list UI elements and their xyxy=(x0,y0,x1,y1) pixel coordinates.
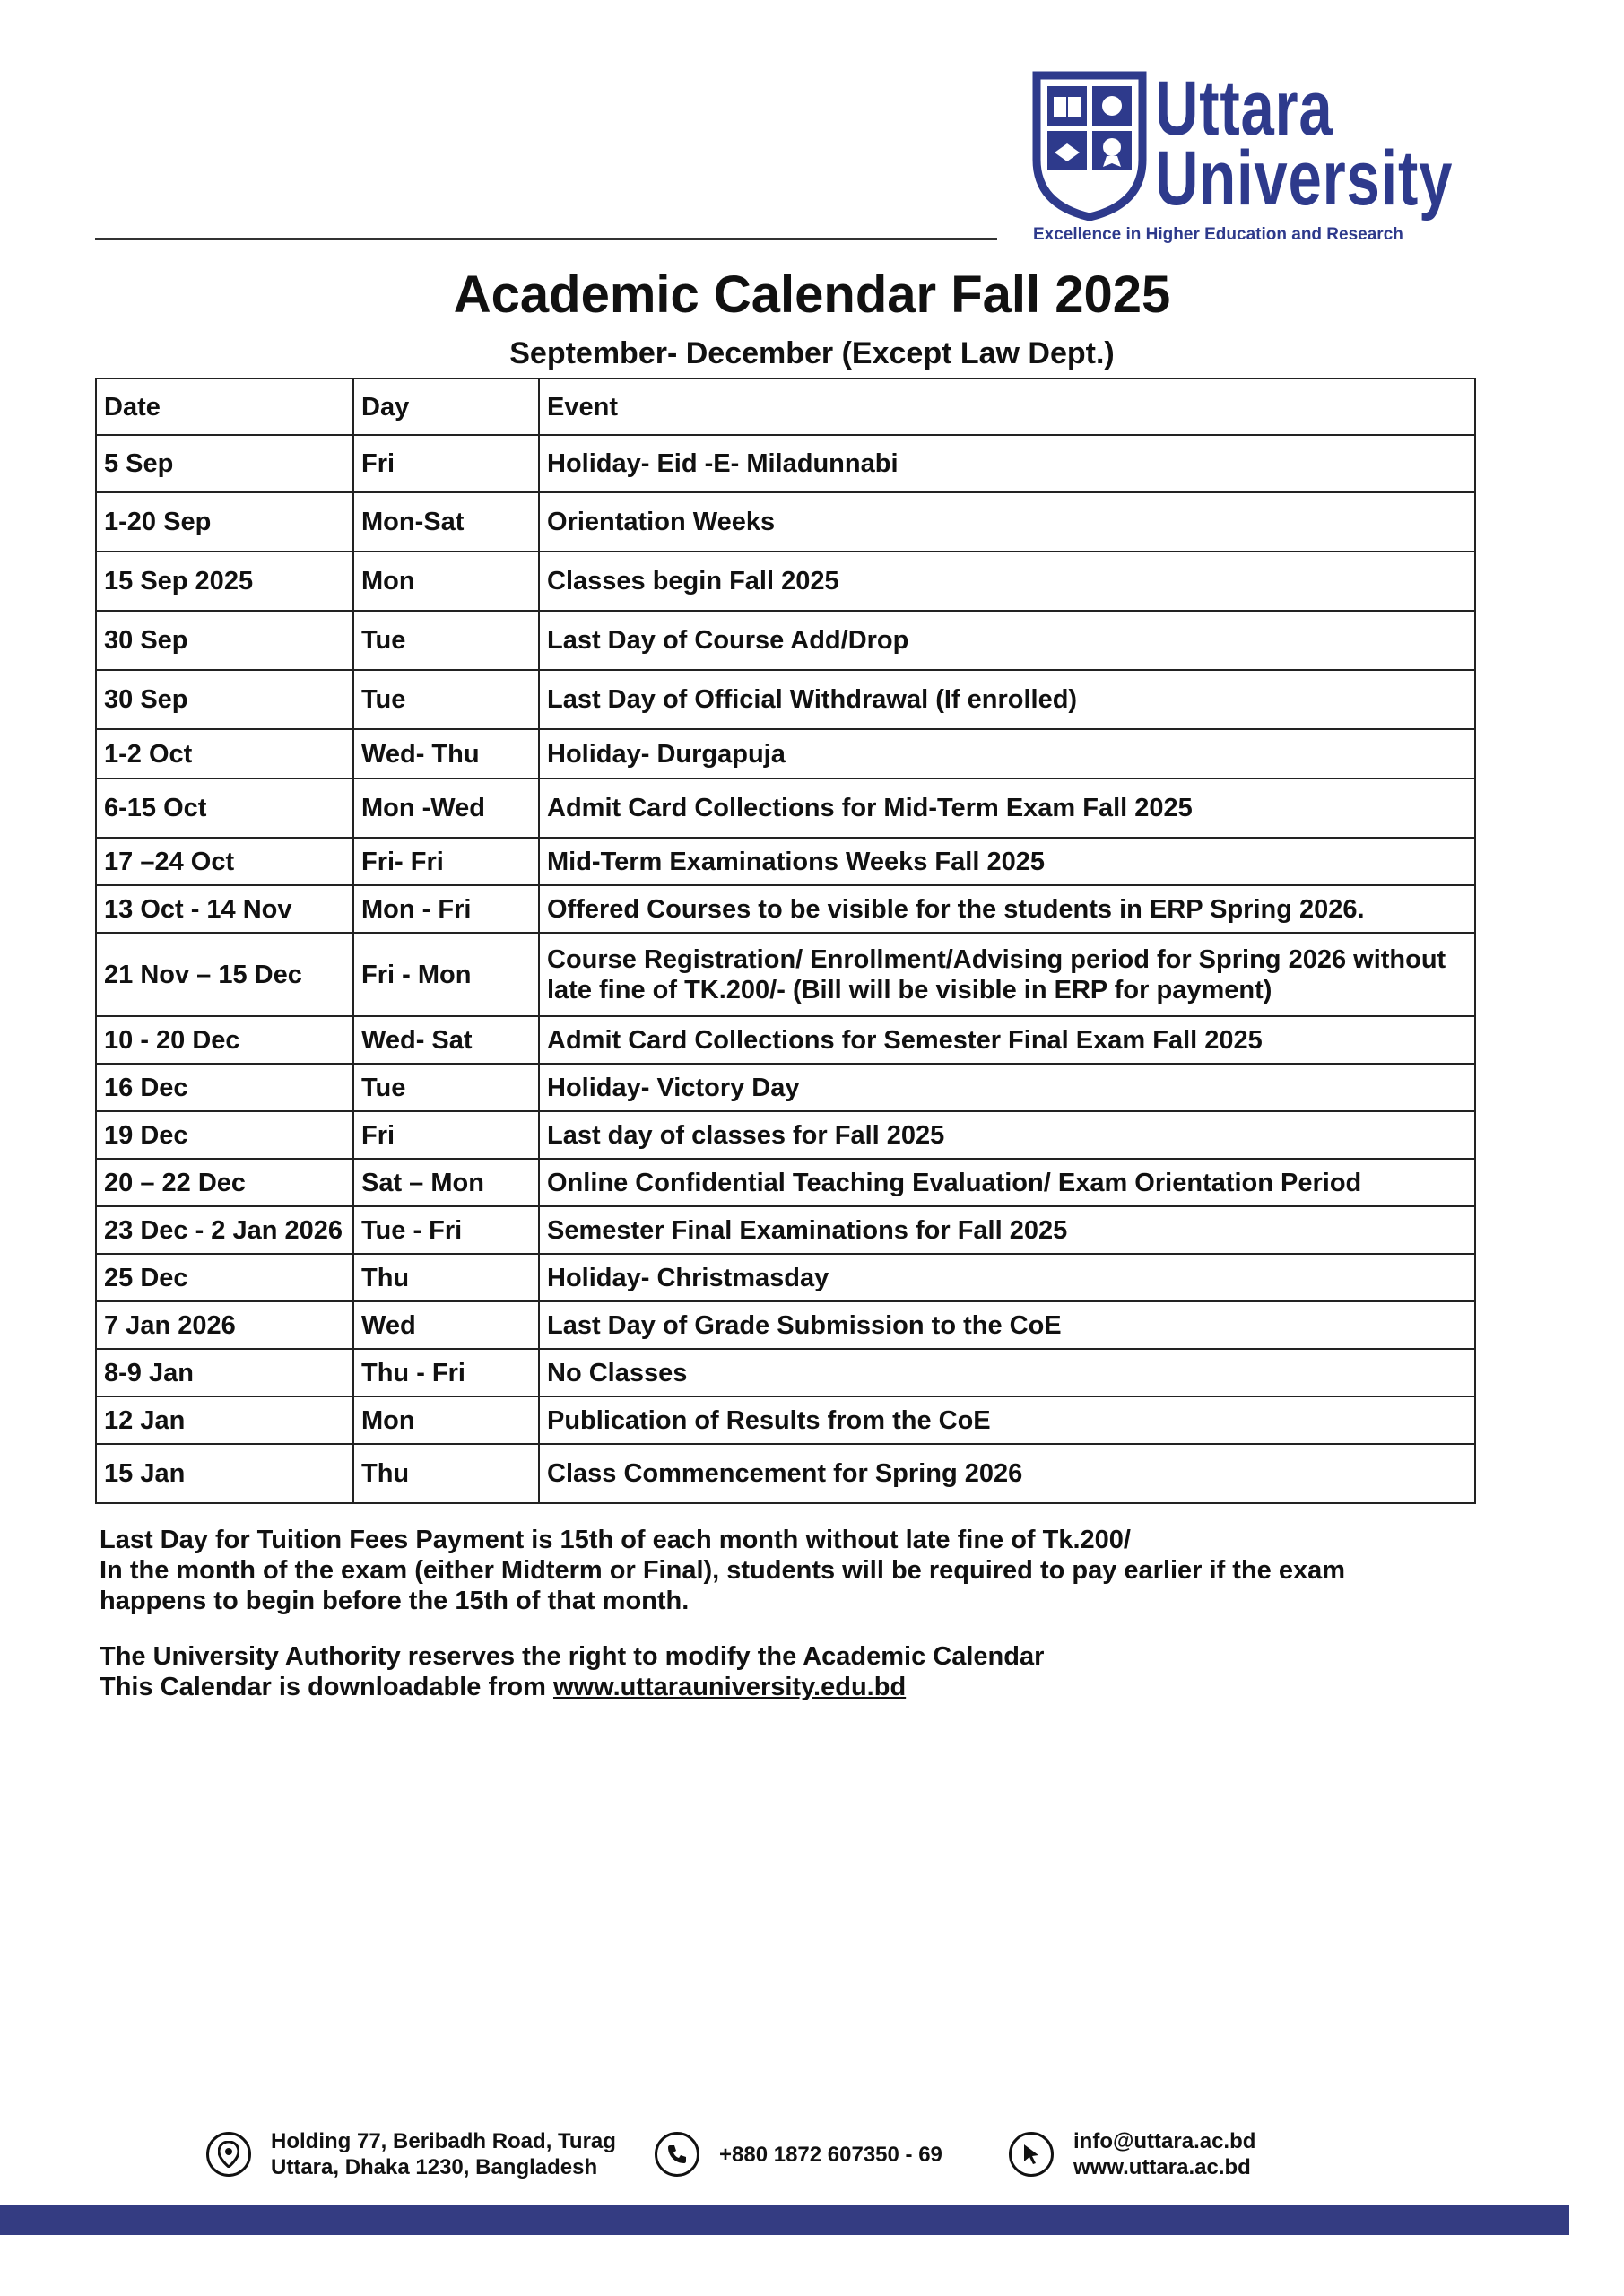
row-day: Fri xyxy=(353,435,539,492)
table-row xyxy=(96,933,1475,1016)
table-row xyxy=(96,1206,1475,1254)
address-line2: Uttara, Dhaka 1230, Bangladesh xyxy=(271,2155,598,2179)
academic-calendar-table xyxy=(95,378,1476,1504)
table-row xyxy=(96,670,1475,729)
contact-email[interactable]: info@uttara.ac.bd xyxy=(1073,2129,1256,2153)
row-event: Classes begin Fall 2025 xyxy=(539,552,1475,611)
university-logo xyxy=(1031,65,1454,249)
row-date: 30 Sep xyxy=(96,611,353,670)
row-date: 20 – 22 Dec xyxy=(96,1159,353,1206)
cursor-click-icon xyxy=(1009,2132,1054,2177)
row-day: Mon-Sat xyxy=(353,492,539,552)
university-website-link[interactable]: www.uttarauniversity.edu.bd xyxy=(552,1673,907,1701)
table-row xyxy=(96,492,1475,552)
column-header-event: Event xyxy=(539,378,1475,435)
table-row xyxy=(96,778,1475,838)
table-row xyxy=(96,435,1475,492)
row-date: 21 Nov – 15 Dec xyxy=(96,933,353,1016)
row-date: 30 Sep xyxy=(96,670,353,729)
phone-number[interactable]: +880 1872 607350 - 69 xyxy=(719,2142,942,2167)
row-date: 1-2 Oct xyxy=(96,729,353,778)
table-row xyxy=(96,1396,1475,1444)
table-row xyxy=(96,1349,1475,1396)
row-date: 23 Dec - 2 Jan 2026 xyxy=(96,1206,353,1254)
address-line1: Holding 77, Beribadh Road, Turag xyxy=(271,2129,616,2153)
download-note-prefix: This Calendar is downloadable from xyxy=(100,1673,553,1701)
row-date: 13 Oct - 14 Nov xyxy=(96,885,353,933)
row-day: Fri - Mon xyxy=(353,933,539,1016)
row-event: Semester Final Examinations for Fall 2025 xyxy=(539,1206,1475,1254)
row-event: Mid-Term Examinations Weeks Fall 2025 xyxy=(539,838,1475,885)
table-row xyxy=(96,1159,1475,1206)
row-day: Fri xyxy=(353,1111,539,1159)
row-day: Thu xyxy=(353,1254,539,1301)
row-date: 17 –24 Oct xyxy=(96,838,353,885)
column-header-day: Day xyxy=(353,378,539,435)
row-day: Sat – Mon xyxy=(353,1159,539,1206)
table-row xyxy=(96,1016,1475,1064)
row-day: Wed xyxy=(353,1301,539,1349)
brand-name-line2: University xyxy=(1155,135,1454,222)
row-event: Last Day of Official Withdrawal (If enrolled) xyxy=(539,670,1475,729)
table-row xyxy=(96,1444,1475,1503)
calendar-notes xyxy=(100,1525,1445,1702)
row-day: Wed- Thu xyxy=(353,729,539,778)
brand-name-line1: Uttara xyxy=(1155,65,1333,152)
row-day: Mon xyxy=(353,1396,539,1444)
table-row xyxy=(96,1064,1475,1111)
row-date: 10 - 20 Dec xyxy=(96,1016,353,1064)
row-event: Last Day of Grade Submission to the CoE xyxy=(539,1301,1475,1349)
row-date: 12 Jan xyxy=(96,1396,353,1444)
header-divider xyxy=(95,238,997,240)
row-date: 15 Jan xyxy=(96,1444,353,1503)
row-event: No Classes xyxy=(539,1349,1475,1396)
footer-address xyxy=(206,2126,616,2183)
row-date: 16 Dec xyxy=(96,1064,353,1111)
contact-website[interactable]: www.uttara.ac.bd xyxy=(1073,2155,1251,2179)
shield-crest-icon xyxy=(1031,70,1148,221)
table-header-row xyxy=(96,378,1475,435)
row-event: Holiday- Eid -E- Miladunnabi xyxy=(539,435,1475,492)
table-row xyxy=(96,885,1475,933)
row-event: Admit Card Collections for Semester Final Exam Fall 2025 xyxy=(539,1016,1475,1064)
download-note xyxy=(100,1672,1445,1702)
row-day: Tue xyxy=(353,1064,539,1111)
table-row xyxy=(96,1301,1475,1349)
page-footer xyxy=(0,2126,1624,2197)
modification-rights-note: The University Authority reserves the right to modify the Academic Calendar xyxy=(100,1642,1045,1671)
row-event: Offered Courses to be visible for the students in ERP Spring 2026. xyxy=(539,885,1475,933)
row-event: Class Commencement for Spring 2026 xyxy=(539,1444,1475,1503)
row-event: Publication of Results from the CoE xyxy=(539,1396,1475,1444)
table-row xyxy=(96,552,1475,611)
row-day: Thu - Fri xyxy=(353,1349,539,1396)
brand-tagline: Excellence in Higher Education and Research xyxy=(1033,225,1403,244)
phone-icon xyxy=(655,2132,699,2177)
location-pin-icon xyxy=(206,2132,251,2177)
column-header-date: Date xyxy=(96,378,353,435)
exam-month-payment-note: In the month of the exam (either Midterm or Final), students will be required to pay earlier if the exam happens to begin before the 15th of that month. xyxy=(100,1556,1346,1615)
row-date: 19 Dec xyxy=(96,1111,353,1159)
row-day: Thu xyxy=(353,1444,539,1503)
row-event: Holiday- Durgapuja xyxy=(539,729,1475,778)
footer-phone xyxy=(655,2126,942,2183)
row-day: Tue xyxy=(353,611,539,670)
footer-contact xyxy=(1009,2126,1255,2183)
row-date: 1-20 Sep xyxy=(96,492,353,552)
row-day: Mon - Fri xyxy=(353,885,539,933)
row-date: 6-15 Oct xyxy=(96,778,353,838)
table-row xyxy=(96,1111,1475,1159)
row-event: Course Registration/ Enrollment/Advising period for Spring 2026 without late fine of TK.200/- (Bill will be visible in ERP for payment) xyxy=(539,933,1475,1016)
row-date: 15 Sep 2025 xyxy=(96,552,353,611)
page-subtitle: September- December (Except Law Dept.) xyxy=(509,336,1115,370)
tuition-deadline-note: Last Day for Tuition Fees Payment is 15th of each month without late fine of Tk.200/ xyxy=(100,1526,1131,1554)
row-day: Tue - Fri xyxy=(353,1206,539,1254)
table-row xyxy=(96,1254,1475,1301)
row-day: Mon xyxy=(353,552,539,611)
row-day: Tue xyxy=(353,670,539,729)
row-event: Holiday- Christmasday xyxy=(539,1254,1475,1301)
calendar-table-body xyxy=(96,378,1475,1503)
row-date: 25 Dec xyxy=(96,1254,353,1301)
row-day: Fri- Fri xyxy=(353,838,539,885)
row-event: Last day of classes for Fall 2025 xyxy=(539,1111,1475,1159)
row-day: Wed- Sat xyxy=(353,1016,539,1064)
row-event: Last Day of Course Add/Drop xyxy=(539,611,1475,670)
page-title: Academic Calendar Fall 2025 xyxy=(453,265,1171,324)
row-day: Mon -Wed xyxy=(353,778,539,838)
row-event: Admit Card Collections for Mid-Term Exam Fall 2025 xyxy=(539,778,1475,838)
row-event: Online Confidential Teaching Evaluation/ Exam Orientation Period xyxy=(539,1159,1475,1206)
row-event: Holiday- Victory Day xyxy=(539,1064,1475,1111)
row-date: 8-9 Jan xyxy=(96,1349,353,1396)
table-row xyxy=(96,838,1475,885)
table-row xyxy=(96,611,1475,670)
row-date: 7 Jan 2026 xyxy=(96,1301,353,1349)
row-event: Orientation Weeks xyxy=(539,492,1475,552)
row-date: 5 Sep xyxy=(96,435,353,492)
table-row xyxy=(96,729,1475,778)
footer-color-bar xyxy=(0,2205,1569,2235)
